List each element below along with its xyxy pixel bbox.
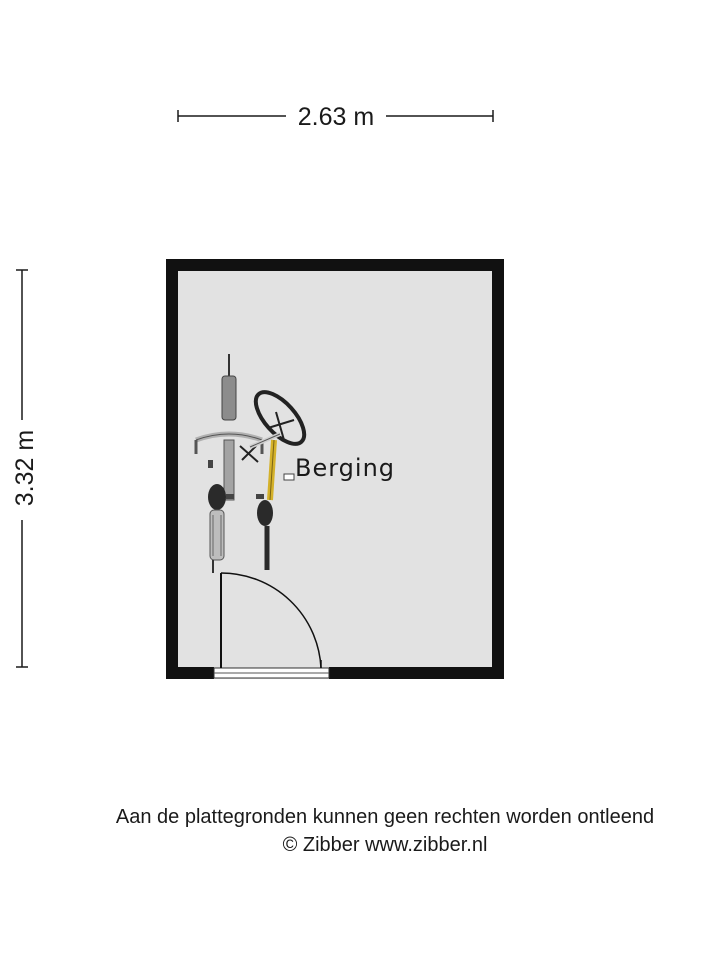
disclaimer-text: Aan de plattegronden kunnen geen rechten worden ontleend <box>115 806 655 828</box>
room-label: Berging <box>294 454 396 482</box>
copyright-text: © Zibber www.zibber.nl <box>282 834 488 856</box>
wall-top <box>166 259 504 271</box>
wall-bottom-right <box>329 667 504 679</box>
width-label: 2.63 m <box>297 103 375 131</box>
wall-bottom-left <box>166 667 214 679</box>
height-dimension <box>11 270 39 667</box>
width-dimension <box>178 103 493 131</box>
height-label: 3.32 m <box>11 429 39 507</box>
wall-left <box>166 259 178 679</box>
wall-right <box>492 259 504 679</box>
